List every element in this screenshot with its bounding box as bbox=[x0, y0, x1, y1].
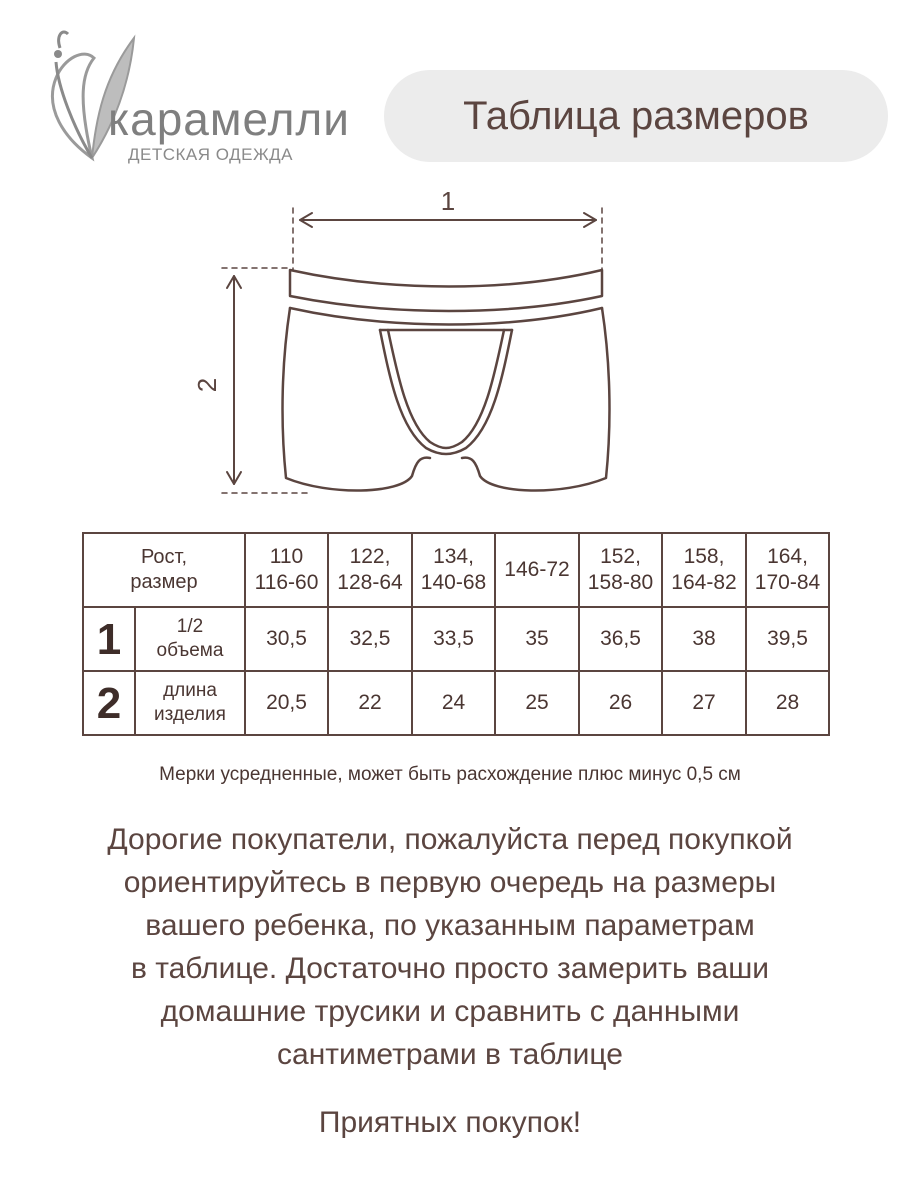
param-line: 1/2 bbox=[176, 616, 204, 638]
table-corner-cell bbox=[83, 533, 245, 607]
size-header-cell bbox=[245, 533, 328, 607]
table-cell: 33,5 bbox=[412, 607, 495, 671]
table-cell: 20,5 bbox=[245, 671, 328, 735]
message-line: домашние трусики и сравнить с данными bbox=[160, 995, 740, 1028]
size-line: 158-80 bbox=[587, 571, 654, 594]
measurement-note: Мерки усредненные, может быть расхождение плюс минус 0,5 см bbox=[159, 764, 741, 785]
table-cell: 30,5 bbox=[245, 607, 328, 671]
table-cell: 32,5 bbox=[328, 607, 412, 671]
param-line: длина bbox=[163, 680, 217, 702]
size-header-cell bbox=[746, 533, 829, 607]
size-line: 116-60 bbox=[254, 571, 319, 594]
size-header-cell bbox=[662, 533, 746, 607]
size-line: 164-82 bbox=[671, 571, 737, 594]
size-table-wrapper bbox=[82, 532, 828, 736]
message-line: в таблице. Достаточно просто замерить ваши bbox=[130, 952, 770, 985]
size-line: 158, bbox=[683, 544, 725, 568]
table-row bbox=[83, 607, 829, 671]
size-header-cell bbox=[579, 533, 662, 607]
measurement-diagram bbox=[190, 180, 650, 510]
table-cell: 27 bbox=[662, 671, 746, 735]
size-table bbox=[82, 532, 830, 736]
param-line: объема bbox=[156, 640, 224, 661]
size-line: 128-64 bbox=[337, 571, 403, 594]
customer-message bbox=[0, 818, 900, 1076]
table-header-row bbox=[83, 533, 829, 607]
message-line: Дорогие покупатели, пожалуйста перед покупкой bbox=[107, 823, 793, 856]
size-header-cell bbox=[328, 533, 412, 607]
width-label: 1 bbox=[440, 186, 456, 216]
table-cell: 38 bbox=[662, 607, 746, 671]
size-line: 146-72 bbox=[504, 557, 570, 581]
page-title: Таблица размеров bbox=[463, 93, 809, 138]
row-number: 1 bbox=[83, 607, 135, 671]
size-header-cell bbox=[495, 533, 579, 607]
table-cell: 26 bbox=[579, 671, 662, 735]
row-number: 2 bbox=[83, 671, 135, 735]
brand-tagline: ДЕТСКАЯ ОДЕЖДА bbox=[128, 145, 294, 164]
row-parameter bbox=[135, 607, 245, 671]
size-line: 122, bbox=[349, 544, 391, 568]
table-cell: 35 bbox=[495, 607, 579, 671]
message-line: вашего ребенка, по указанным параметрам bbox=[145, 909, 755, 942]
height-label: 2 bbox=[192, 377, 222, 393]
brand-logo bbox=[34, 18, 350, 168]
size-line: 140-68 bbox=[420, 571, 487, 594]
boxer-briefs-diagram bbox=[190, 180, 650, 510]
table-cell: 25 bbox=[495, 671, 579, 735]
corner-line: размер bbox=[130, 571, 198, 593]
param-line: изделия bbox=[154, 704, 226, 725]
title-banner bbox=[384, 70, 888, 162]
size-line: 152, bbox=[600, 544, 641, 568]
size-line: 134, bbox=[433, 544, 474, 568]
table-row bbox=[83, 671, 829, 735]
size-line: 170-84 bbox=[754, 571, 821, 594]
table-cell: 28 bbox=[746, 671, 829, 735]
closing-text: Приятных покупок! bbox=[318, 1106, 582, 1139]
size-line: 110 bbox=[269, 544, 304, 568]
row-parameter bbox=[135, 671, 245, 735]
message-line: ориентируйтесь в первую очередь на размеры bbox=[123, 866, 777, 899]
size-header-cell bbox=[412, 533, 495, 607]
table-cell: 22 bbox=[328, 671, 412, 735]
message-line: сантиметрами в таблице bbox=[277, 1038, 623, 1071]
table-cell: 36,5 bbox=[579, 607, 662, 671]
table-cell: 39,5 bbox=[746, 607, 829, 671]
table-cell: 24 bbox=[412, 671, 495, 735]
brand-name: карамелли bbox=[108, 93, 350, 145]
size-line: 164, bbox=[767, 544, 808, 568]
corner-line: Рост, bbox=[140, 546, 188, 568]
